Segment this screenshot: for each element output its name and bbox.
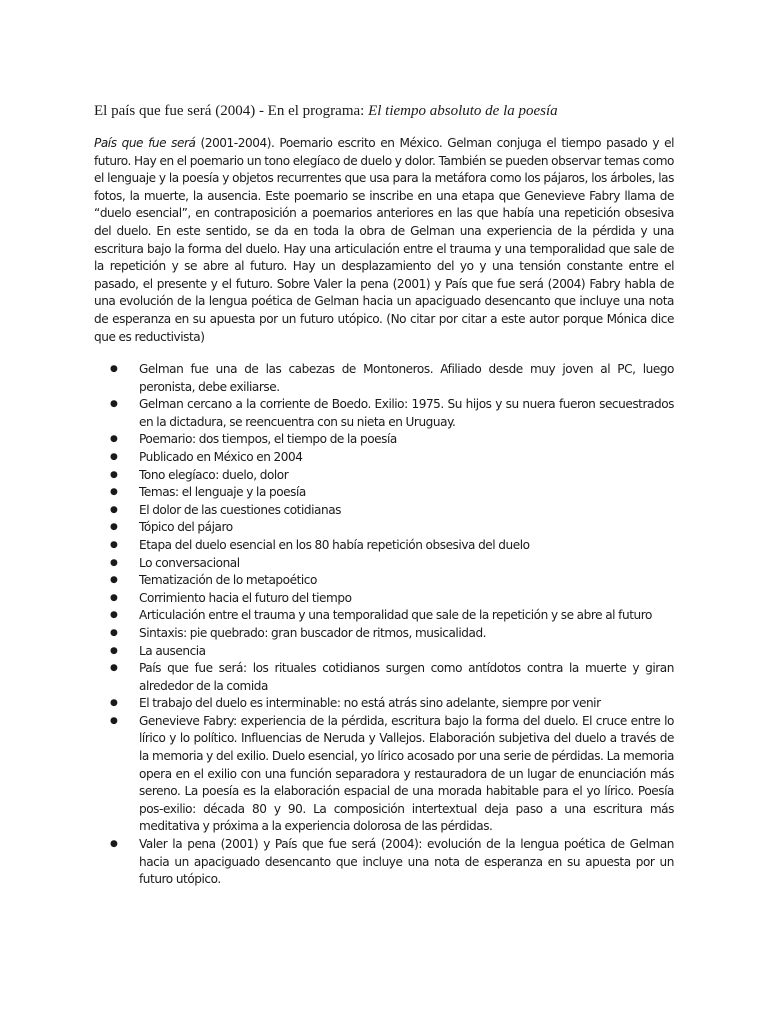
list-item: ● Etapa del duelo esencial en los 80 había repetición obsesiva del duelo (110, 537, 674, 555)
list-item: ● La ausencia (110, 643, 674, 661)
list-item: ● Genevieve Fabry: experiencia de la pérdida, escritura bajo la forma del duelo. El cruce entre lo lírico y lo político. Influencias de Neruda y Vallejos. Elaboración subjetiva del duelo a través de la memoria y del exilio. Duelo esencial, yo lírico acosado por una serie de pérdidas. La memoria opera en el exilio con una función separadora y restauradora de un lugar de enunciación más sereno. La poesía es la elaboración espacial de una morada habitable para el yo lírico. Poesía pos-exilio: década 80 y 90. La composición intertextual deja paso a una escritura más meditativa y próxima a la experiencia dolorosa de las pérdidas. (110, 713, 674, 836)
list-item: ● Tópico del pájaro (110, 519, 674, 537)
list-item: ● Sintaxis: pie quebrado: gran buscador de ritmos, musicalidad. (110, 625, 674, 643)
list-item: ● Articulación entre el trauma y una temporalidad que sale de la repetición y se abre al futuro (110, 607, 674, 625)
list-item: ● El trabajo del duelo es interminable: no está atrás sino adelante, siempre por venir (110, 695, 674, 713)
book-title: País que fue será (94, 136, 196, 150)
list-item: ● Tematización de lo metapoético (110, 572, 674, 590)
list-item: ● País que fue será: los rituales cotidianos surgen como antídotos contra la muerte y giran alrededor de la comida (110, 660, 674, 695)
list-item: ● Gelman cercano a la corriente de Boedo. Exilio: 1975. Su hijos y su nuera fueron secuestrados en la dictadura, se reencuentra con su nieta en Uruguay. (110, 396, 674, 431)
list-item: ● El dolor de las cuestiones cotidianas (110, 502, 674, 520)
list-item: ● Gelman fue una de las cabezas de Montoneros. Afiliado desde muy joven al PC, luego peronista, debe exiliarse. (110, 361, 674, 396)
list-item: ● Corrimiento hacia el futuro del tiempo (110, 590, 674, 608)
intro-text: (2001-2004). Poemario escrito en México. Gelman conjuga el tiempo pasado y el futuro. Hay en el poemario un tono elegíaco de duelo y dolor. También se pueden observar temas como el lenguaje y la poesía y objetos recurrentes que usa para la metáfora como los pájaros, los árboles, las fotos, la muerte, la ausencia. Este poemario se inscribe en una etapa que Genevieve Fabry llama de “duelo esencial”, en contraposición a poemarios anteriores en las que había una repetición obsesiva del duelo. En este sentido, se da en toda la obra de Gelman una experiencia de la pérdida y una escritura bajo la forma del duelo. Hay una articulación entre el trauma y una temporalidad que sale de la repetición y se abre al futuro. Hay un desplazamiento del yo y una tensión constante entre el pasado, el presente y el futuro. Sobre Valer la pena (2001) y País que fue será (2004) Fabry habla de una evolución de la lengua poética de Gelman hacia un apaciguado desencanto que incluye una nota de esperanza en su apuesta por un futuro utópico. (No citar por citar a este autor porque Mónica dice que es reductivista) (94, 136, 674, 344)
list-item: ● Poemario: dos tiempos, el tiempo de la poesía (110, 431, 674, 449)
notes-list (110, 361, 674, 889)
intro-paragraph (94, 135, 674, 346)
list-item: ● Valer la pena (2001) y País que fue será (2004): evolución de la lengua poética de Gelman hacia un apaciguado desencanto que incluye una nota de esperanza en su apuesta por un futuro utópico. (110, 836, 674, 889)
document-heading (94, 101, 694, 121)
list-item: ● Lo conversacional (110, 555, 674, 573)
list-item: ● Tono elegíaco: duelo, dolor (110, 467, 674, 485)
list-item: ● Publicado en México en 2004 (110, 449, 674, 467)
list-item: ● Temas: el lenguaje y la poesía (110, 484, 674, 502)
heading-prefix: El país que fue será (2004) - En el programa: (94, 103, 369, 119)
program-title: El tiempo absoluto de la poesía (368, 103, 558, 119)
